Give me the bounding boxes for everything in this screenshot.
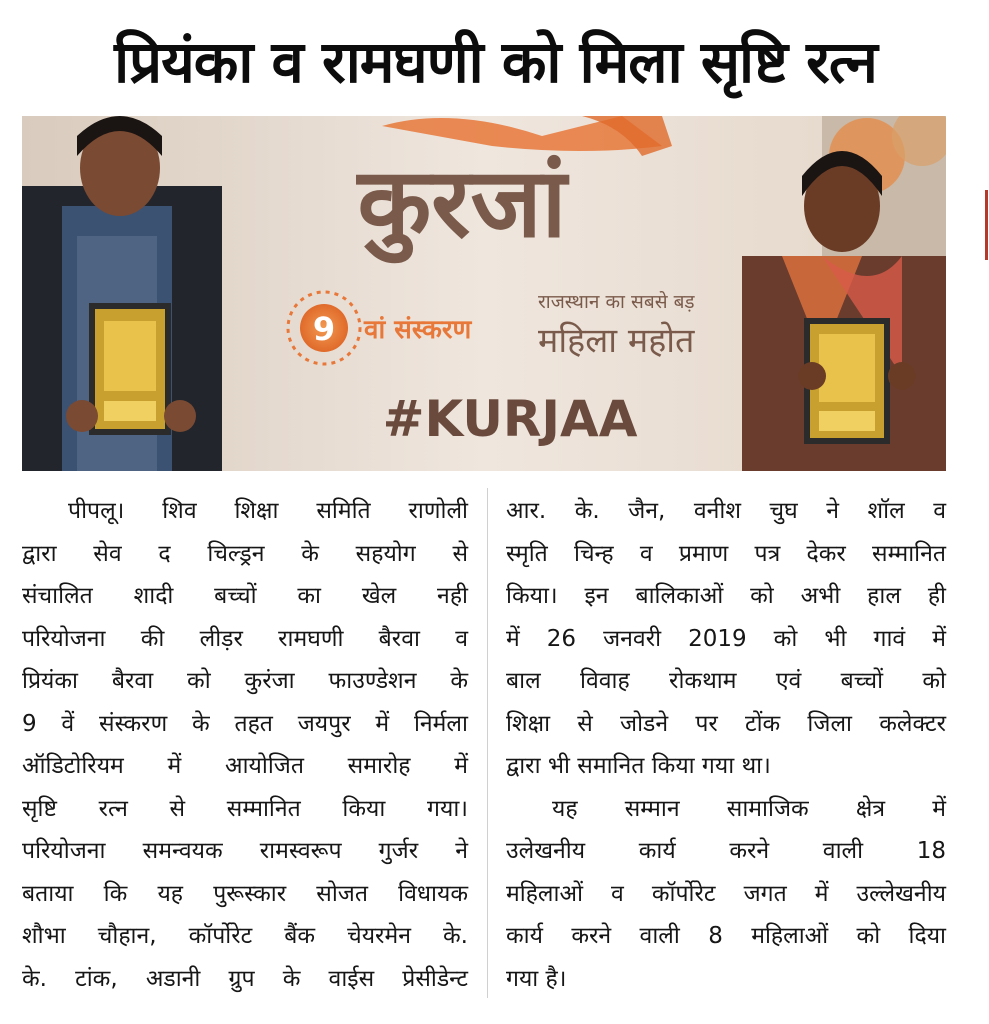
banner-hashtag: #KURJAA [382,390,638,448]
text-line: कार्य करने वाली 8 महिलाओं को दिया [506,923,946,949]
banner-title: कुरजां [357,146,567,259]
text-line: द्वारा सेव द चिल्ड्रन के सहयोग से [22,540,468,567]
article-paragraph-1 [22,490,468,1000]
text-line: ऑडिटोरियम में आयोजित समारोह में [22,753,468,779]
text-line: शौभा चौहान, कॉर्पोरेट बैंक चेयरमेन के. [22,923,468,949]
banner-festival: महिला महोत [538,321,695,361]
edition-text: वां संस्करण [364,315,472,345]
text-line: पीपलू। शिव शिक्षा समिति राणोली [68,498,468,524]
text-line: प्रियंका बैरवा को कुरंजा फाउण्डेशन के [22,668,468,694]
text-line: गया है। [506,965,567,992]
text-line: शिक्षा से जोडने पर टोंक जिला कलेक्टर [506,710,946,737]
event-photo [22,116,946,471]
edition-number: 9 [312,310,336,348]
text-line: उलेखनीय कार्य करने वाली 18 [506,838,946,864]
article-column-left [22,490,468,1000]
text-line: परियोजना समन्वयक रामस्वरूप गुर्जर ने [22,838,468,864]
text-line: यह सम्मान सामाजिक क्षेत्र में [552,795,946,822]
text-line: महिलाओं व कॉर्पोरेट जगत में उल्लेखनीय [506,880,946,907]
article-paragraph-2 [506,788,946,1001]
text-line: परियोजना की लीड़र रामघणी बैरवा व [22,625,468,652]
banner-tagline: राजस्थान का सबसे बड़ [538,291,695,313]
text-line: आर. के. जैन, वनीश चुघ ने शॉल व [506,498,946,524]
text-line: सृष्टि रत्न से सम्मानित किया गया। [22,795,468,822]
photo-illustration [22,116,946,471]
text-line: 9 वें संस्करण के तहत जयपुर में निर्मला [22,710,468,737]
article-paragraph-1-continued [506,490,946,788]
text-line: स्मृति चिन्ह व प्रमाण पत्र देकर सम्मानित [506,540,946,567]
article-column-right [506,490,946,1000]
text-line: बताया कि यह पुरूस्कार सोजत विधायक [22,880,468,907]
text-line: संचालित शादी बच्चों का खेल नही [22,583,468,609]
text-line: बाल विवाह रोकथाम एवं बच्चों को [506,668,946,694]
page-edge-mark [985,190,988,260]
text-line: किया। इन बालिकाओं को अभी हाल ही [506,583,946,609]
text-line: के. टांक, अडानी ग्रुप के वाईस प्रेसीडेन्ट [22,965,468,992]
column-divider [487,488,488,998]
text-line: में 26 जनवरी 2019 को भी गावं में [506,625,946,652]
text-line: द्वारा भी समानित किया गया था। [506,753,771,779]
headline: प्रियंका व रामघणी को मिला सृष्टि रत्न [114,28,877,96]
